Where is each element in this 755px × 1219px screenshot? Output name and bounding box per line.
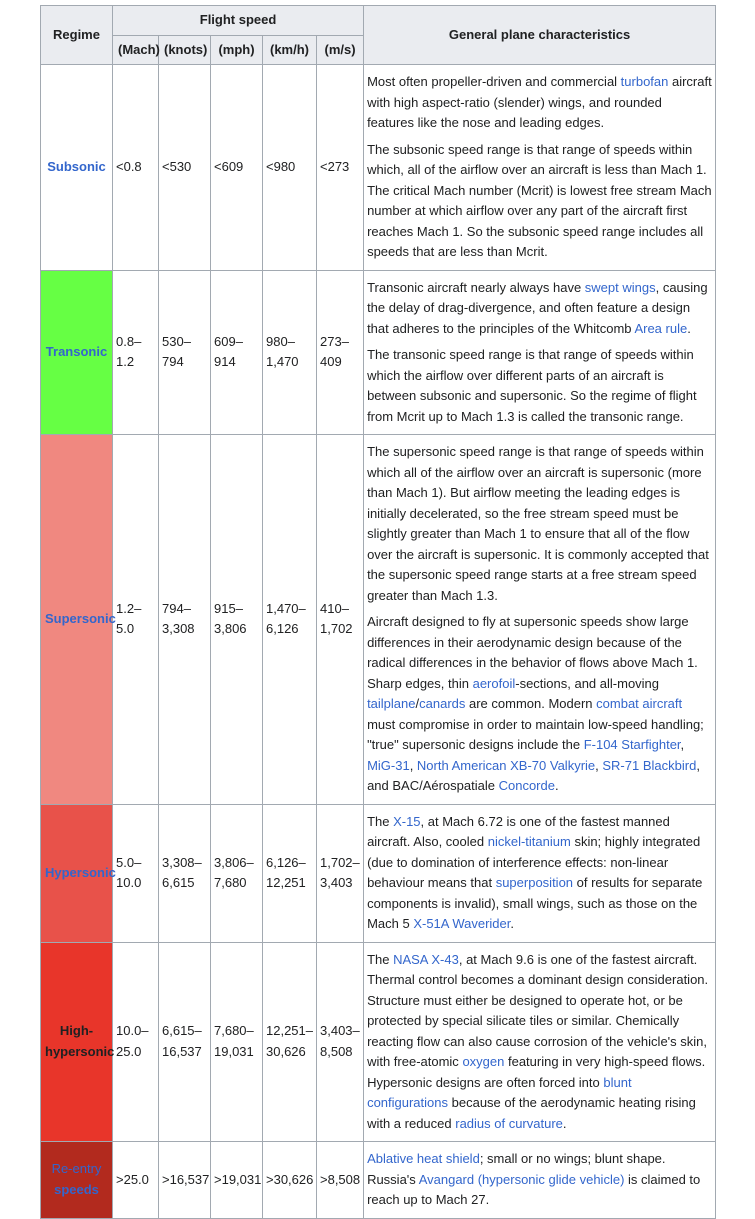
speed-mach: 1.2–5.0: [113, 435, 159, 805]
link-swept-wings[interactable]: swept wings: [584, 279, 656, 295]
regime-cell-subsonic: [41, 65, 113, 271]
speed-knots: >16,537: [159, 1142, 211, 1219]
speed-mph: 609–914: [211, 270, 263, 435]
text-span: , causing the delay of drag-divergence, and often feature a design that adheres to the principles of the Whitcomb: [367, 279, 708, 336]
text-span: Transonic aircraft nearly always have: [367, 279, 585, 295]
speed-mph: 3,806–7,680: [211, 804, 263, 942]
link-avangard-hypersonic-glide-vehicle[interactable]: Avangard (hypersonic glide vehicle): [418, 1171, 625, 1187]
flight-speed-header: Flight speed: [113, 6, 364, 36]
text-span: speeds: [54, 1181, 99, 1197]
unit-header-kmh: (km/h): [263, 35, 317, 65]
link-radius-of-curvature[interactable]: radius of curvature: [455, 1115, 563, 1131]
text-span: .: [687, 320, 691, 336]
link-mig-31[interactable]: MiG-31: [367, 757, 410, 773]
flight-regimes-table-container: [40, 5, 715, 1219]
characteristics-paragraph: [367, 1149, 712, 1211]
table-row: [41, 435, 716, 805]
table-row: [41, 804, 716, 942]
table-header: [41, 6, 716, 65]
link-oxygen[interactable]: oxygen: [462, 1054, 505, 1069]
speed-knots: 6,615–16,537: [159, 942, 211, 1142]
speed-mach: 5.0–10.0: [113, 804, 159, 942]
regime-link-subsonic[interactable]: Subsonic: [47, 159, 106, 174]
characteristics-cell: [364, 65, 716, 271]
text-span: ,: [595, 757, 603, 773]
unit-header-knots: (knots): [159, 35, 211, 65]
text-span: because of the aerodynamic heating rising with a reduced: [367, 1095, 696, 1131]
speed-knots: 530–794: [159, 270, 211, 435]
speed-ms: 3,403–8,508: [317, 942, 364, 1142]
text-span: -sections, and all-moving: [515, 675, 660, 691]
link-ablative-heat-shield[interactable]: Ablative heat shield: [367, 1151, 480, 1166]
text-span: aircraft with high aspect-ratio (slender) wings, and rounded features like the nose and leading edges.: [367, 74, 712, 130]
table-row: [41, 270, 716, 435]
speed-kmh: 980–1,470: [263, 270, 317, 435]
speed-knots: 3,308–6,615: [159, 804, 211, 942]
text-span: .: [554, 778, 559, 793]
characteristics-paragraph: [367, 812, 712, 935]
characteristics-header: General plane characteristics: [364, 6, 716, 65]
table-row: [41, 1142, 716, 1219]
text-span: are common. Modern: [465, 696, 597, 711]
speed-ms: 273–409: [317, 270, 364, 435]
speed-kmh: 1,470–6,126: [263, 435, 317, 805]
text-span: ,: [680, 737, 685, 752]
link-aerofoil[interactable]: aerofoil: [472, 675, 516, 691]
speed-kmh: 6,126–12,251: [263, 804, 317, 942]
link-north-american-xb-70-valkyrie[interactable]: North American XB-70 Valkyrie: [416, 757, 596, 773]
characteristics-paragraph: [367, 345, 712, 427]
link-tailplane[interactable]: tailplane: [367, 696, 416, 711]
text-span: , at Mach 9.6 is one of the fastest aircraft. Thermal control becomes a dominant design consideration. Structure must either be designed to operate hot, or be protected by special silicate tiles or similar. Chemically reacting flow can also cause corrosion of the vehicle's skin, with free-atomic: [367, 951, 709, 1069]
link-nickel-titanium[interactable]: nickel-titanium: [487, 834, 571, 849]
text-span: must compromise in order to maintain low-speed handling; "true" supersonic designs include the: [367, 716, 704, 752]
characteristics-cell: [364, 804, 716, 942]
speed-mph: 915–3,806: [211, 435, 263, 805]
text-span: skin; highly integrated (due to domination of interference effects: non-linear behaviour means that: [367, 834, 701, 890]
link-sr-71-blackbird[interactable]: SR-71 Blackbird: [602, 757, 697, 773]
regime-cell-transonic: [41, 270, 113, 435]
link-superposition[interactable]: superposition: [495, 875, 574, 890]
speed-mach: 0.8–1.2: [113, 270, 159, 435]
unit-header-mach: (Mach): [113, 35, 159, 65]
link-f-104-starfighter[interactable]: F-104 Starfighter: [583, 737, 681, 752]
text-span: Most often propeller-driven and commercial: [367, 74, 621, 89]
link-combat-aircraft[interactable]: combat aircraft: [596, 696, 683, 711]
regime-link-transonic[interactable]: Transonic: [45, 344, 108, 359]
speed-knots: 794–3,308: [159, 435, 211, 805]
table-body: [41, 65, 716, 1219]
text-span: is claimed to reach up to Mach 27.: [367, 1171, 701, 1207]
regime-link-supersonic[interactable]: Supersonic: [45, 611, 116, 626]
speed-mph: >19,031: [211, 1142, 263, 1219]
speed-ms: 410–1,702: [317, 435, 364, 805]
speed-mph: <609: [211, 65, 263, 271]
text-span: The subsonic speed range is that range of speeds within which, all of the airflow over an aircraft is less than Mach 1. The critical Mach number (Mcrit) is lowest free stream Mach number at which airflow over any part of the aircraft first reaches Mach 1. So the subsonic speed range includes all speeds that are less than Mcrit.: [367, 141, 712, 259]
regime-label: High-hypersonic: [45, 1023, 115, 1059]
speed-kmh: <980: [263, 65, 317, 271]
text-span: , and BAC/Aérospatiale: [367, 757, 700, 793]
speed-mach: >25.0: [113, 1142, 159, 1219]
regime-cell-high-hypersonic: [41, 942, 113, 1142]
regime-cell-hypersonic: [41, 804, 116, 942]
speed-ms: 1,702–3,403: [317, 804, 364, 942]
link-concorde[interactable]: Concorde: [498, 778, 555, 793]
unit-header-ms: (m/s): [317, 35, 364, 65]
link-area-rule[interactable]: Area rule: [634, 320, 688, 336]
characteristics-cell: [364, 1142, 716, 1219]
text-span: /: [415, 696, 420, 711]
speed-ms: <273: [317, 65, 364, 271]
table-row: [41, 65, 716, 271]
speed-kmh: 12,251–30,626: [263, 942, 317, 1142]
link-x-51a-waverider[interactable]: X-51A Waverider: [413, 916, 511, 931]
characteristics-paragraph: [367, 72, 712, 134]
text-span: The transonic speed range is that range of speeds within which the airflow over different parts of an aircraft is between subsonic and supersonic. So the regime of flight from Mcrit up to Mach 1.3 is called the transonic range.: [367, 347, 697, 424]
text-span: Aircraft designed to fly at supersonic speeds show large differences in their aerodynamic design because of the radical differences in the behavior of flows above Mach 1. Sharp edges, thin: [367, 614, 698, 691]
link-x-15[interactable]: X-15: [393, 813, 421, 829]
text-span: The: [367, 951, 394, 967]
speed-kmh: >30,626: [263, 1142, 317, 1219]
unit-header-mph: (mph): [211, 35, 263, 65]
regime-link-hypersonic[interactable]: Hypersonic: [45, 864, 116, 880]
link-canards[interactable]: canards: [419, 696, 466, 711]
text-span: ; small or no wings; blunt shape. Russia's: [367, 1151, 666, 1187]
link-blunt-configurations[interactable]: blunt configurations: [367, 1074, 632, 1110]
text-span: The supersonic speed range is that range of speeds within which all of the airflow over an aircraft is supersonic (more than Mach 1). But airflow meeting the leading edges is initially decelerated, so the free stream speed must be slightly greater than Mach 1 to ensure that all of the flow over the aircraft is supersonic. It is commonly accepted that the supersonic speed range starts at a free stream speed greater than Mach 1.3.: [367, 444, 709, 603]
speed-mach: <0.8: [113, 65, 159, 271]
speed-ms: >8,508: [317, 1142, 364, 1219]
regime-header: Regime: [41, 6, 113, 65]
link-turbofan[interactable]: turbofan: [620, 74, 669, 89]
characteristics-cell: [364, 435, 716, 805]
text-span: .: [510, 916, 514, 931]
text-span: .: [562, 1115, 567, 1131]
regime-cell-reentry: [41, 1142, 113, 1219]
link-nasa-x-43[interactable]: NASA X-43: [393, 951, 459, 967]
speed-mph: 7,680–19,031: [211, 942, 263, 1142]
flight-regimes-table: [40, 5, 716, 1219]
characteristics-paragraph: [367, 442, 712, 606]
link-re-entry[interactable]: Re-entry: [51, 1161, 102, 1177]
text-span: of results for separate components is invalid), small wings, such as those on the Mach 5: [367, 875, 703, 931]
characteristics-cell: [364, 942, 716, 1142]
characteristics-paragraph: [367, 612, 712, 797]
speed-knots: <530: [159, 65, 211, 271]
characteristics-cell: [364, 270, 716, 435]
text-span: featuring in very high-speed flows. Hypersonic designs are often forced into: [367, 1054, 706, 1090]
characteristics-paragraph: [367, 140, 712, 263]
speed-mach: 10.0–25.0: [113, 942, 159, 1142]
text-span: , at Mach 6.72 is one of the fastest manned aircraft. Also, cooled: [367, 813, 670, 849]
table-row: [41, 942, 716, 1142]
text-span: The: [367, 813, 394, 829]
characteristics-paragraph: [367, 278, 712, 340]
characteristics-paragraph: [367, 950, 712, 1135]
text-span: ,: [409, 757, 417, 773]
regime-cell-supersonic: [41, 435, 116, 805]
